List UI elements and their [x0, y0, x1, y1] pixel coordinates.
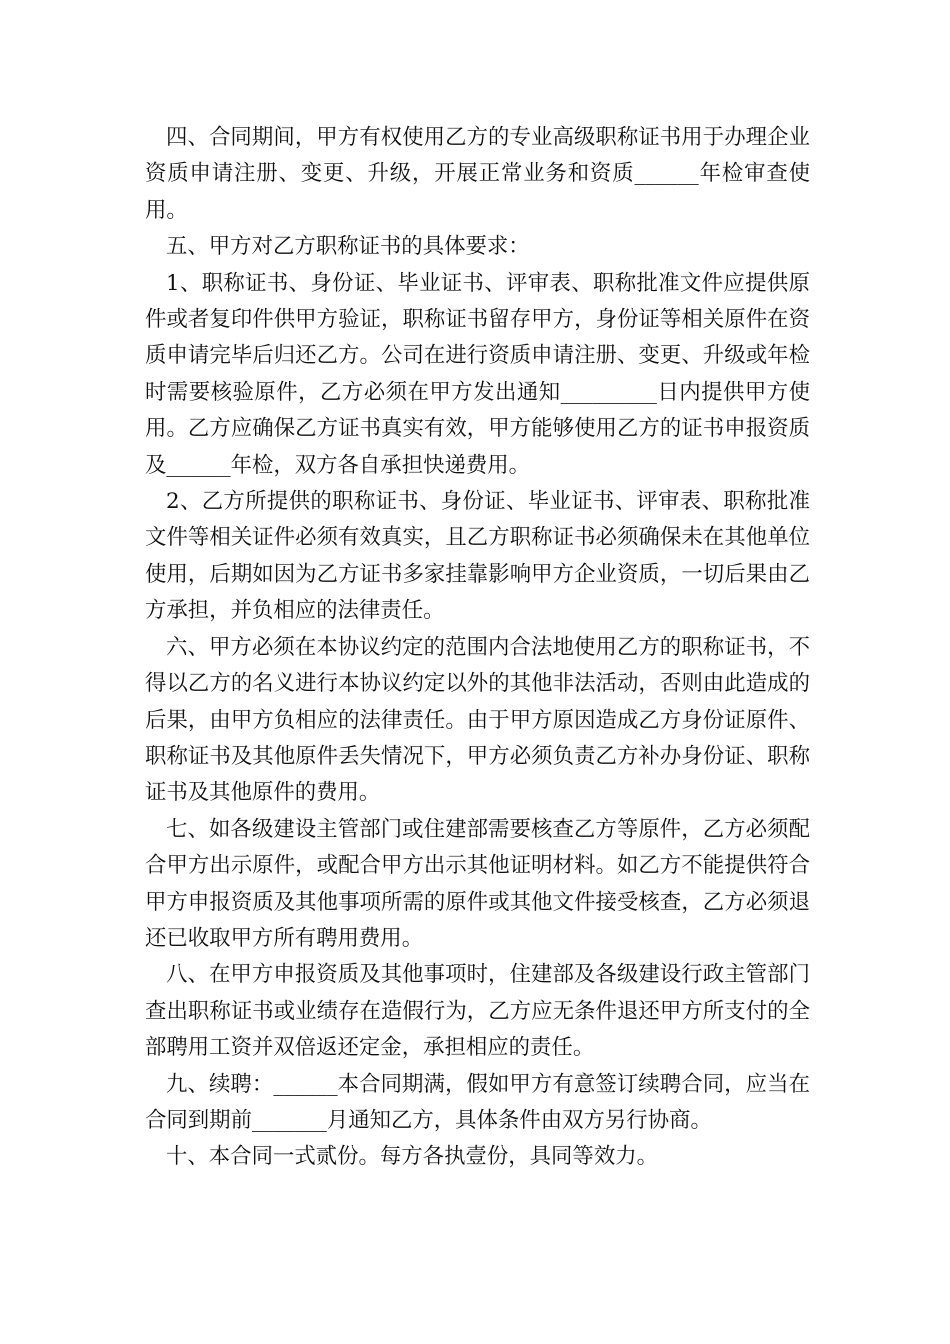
clause-9: 九、续聘：______本合同期满，假如甲方有意签订续聘合同，应当在合同到期前_______月通知乙方，具体条件由双方另行协商。 [145, 1071, 810, 1133]
clause-8: 八、在甲方申报资质及其他事项时，住建部及各级建设行政主管部门查出职称证书或业绩存在造假行为，乙方应无条件退还甲方所支付的全部聘用工资并双倍返还定金，承担相应的责任。 [145, 962, 810, 1061]
clause-10: 十、本合同一式贰份。每方各执壹份，具同等效力。 [166, 1144, 658, 1170]
clause-5-item-2: 2、乙方所提供的职称证书、身份证、毕业证书、评审表、职称批准文件等相关证件必须有效真实，且乙方职称证书必须确保未在其他单位使用，后期如因为乙方证书多家挂靠影响甲方企业资质，一切后果由乙方承担，并负相应的法律责任。 [145, 489, 810, 624]
clause-5-heading: 五、甲方对乙方职称证书的具体要求： [166, 234, 530, 260]
contract-body [145, 120, 810, 1176]
clause-7: 七、如各级建设主管部门或住建部需要核查乙方等原件，乙方必须配合甲方出示原件，或配合甲方出示其他证明材料。如乙方不能提供符合甲方申报资质及其他事项所需的原件或其他文件接受核查，乙方必须退还已收取甲方所有聘用费用。 [145, 816, 810, 951]
clause-4: 四、合同期间，甲方有权使用乙方的专业高级职称证书用于办理企业资质申请注册、变更、升级，开展正常业务和资质______年检审查使用。 [145, 125, 810, 223]
clause-5-item-1: 1、职称证书、身份证、毕业证书、评审表、职称批准文件应提供原件或者复印件供甲方验证，职称证书留存甲方，身份证等相关原件在资质申请完毕后归还乙方。公司在进行资质申请注册、变更、升级或年检时需要核验原件，乙方必须在甲方发出通知_________日内提供甲方使用。乙方应确保乙方证书真实有效，甲方能够使用乙方的证书申报资质及______年检，双方各自承担快递费用。 [145, 270, 810, 478]
clause-6: 六、甲方必须在本协议约定的范围内合法地使用乙方的职称证书，不得以乙方的名义进行本协议约定以外的其他非法活动，否则由此造成的后果，由甲方负相应的法律责任。由于甲方原因造成乙方身份证原件、职称证书及其他原件丢失情况下，甲方必须负责乙方补办身份证、职称证书及其他原件的费用。 [145, 634, 810, 806]
